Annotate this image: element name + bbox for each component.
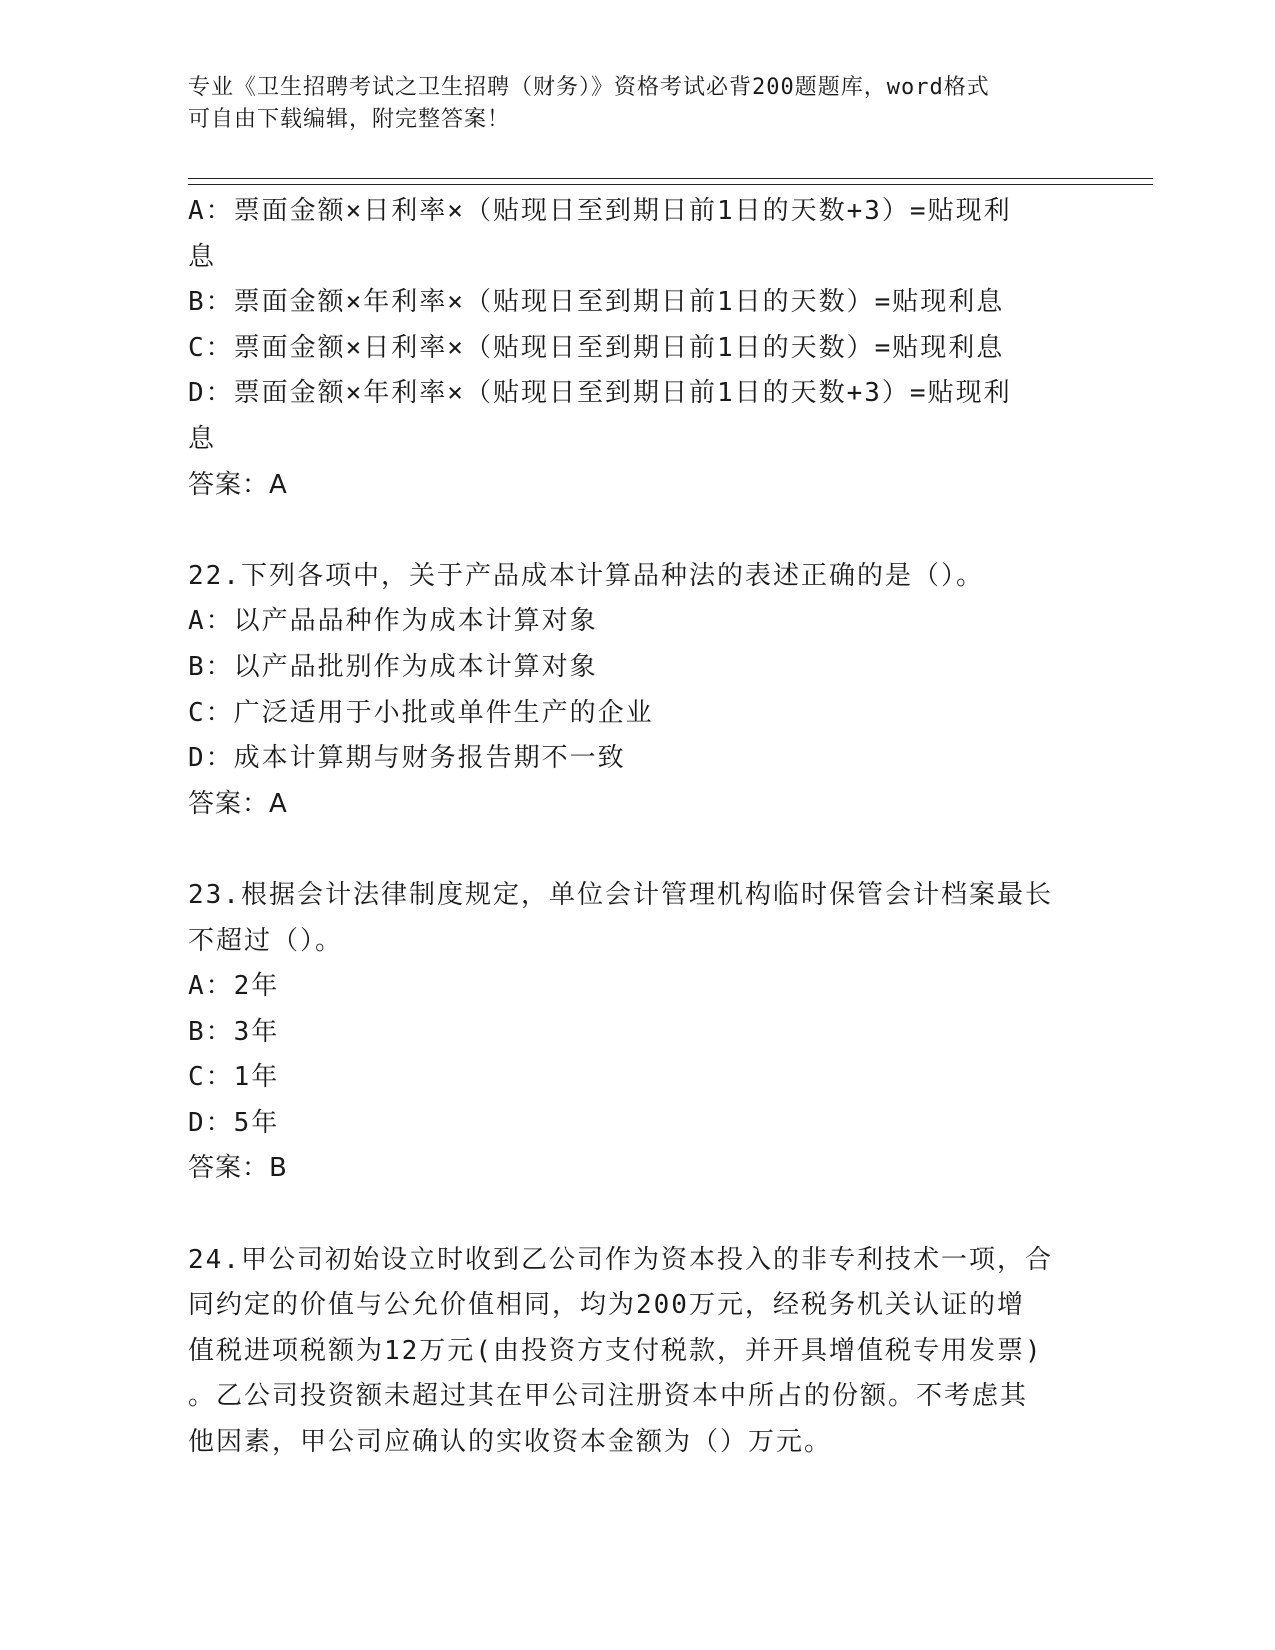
option-c: C：广泛适用于小批或单件生产的企业 [188, 697, 654, 728]
option-a: A：以产品品种作为成本计算对象 [188, 606, 598, 637]
question-stem: 23.根据会计法律制度规定，单位会计管理机构临时保管会计档案最长 [188, 879, 1053, 910]
answer: 答案：A [188, 788, 288, 819]
option-a-wrap: 息 [188, 241, 217, 272]
header-line: 专业《卫生招聘考试之卫生招聘（财务）》资格考试必背200题题库，word格式 [188, 75, 990, 100]
option-d: D：5年 [188, 1107, 280, 1138]
option-a: A：2年 [188, 971, 280, 1002]
option-b: B：票面金额×年利率×（贴现日至到期日前1日的天数）=贴现利息 [188, 287, 1005, 318]
header-divider-bottom [188, 184, 1153, 185]
header-line: 可自由下载编辑，附完整答案！ [188, 107, 511, 132]
spacer [188, 508, 1068, 554]
question-stem-wrap: 值税进项税额为12万元(由投资方支付税款，并开具增值税专用发票) [188, 1335, 1043, 1366]
document-header [188, 72, 1068, 136]
answer: 答案：A [188, 469, 288, 500]
question-stem-wrap: 他因素，甲公司应确认的实收资本金额为（）万元。 [188, 1427, 833, 1458]
option-a: A：票面金额×日利率×（贴现日至到期日前1日的天数+3）=贴现利 [188, 196, 1012, 226]
option-d: D：成本计算期与财务报告期不一致 [188, 743, 626, 774]
question-stem-wrap: 。乙公司投资额未超过其在甲公司注册资本中所占的份额。不考虑其 [188, 1381, 1029, 1412]
spacer [188, 1192, 1068, 1238]
question-stem: 24.甲公司初始设立时收到乙公司作为资本投入的非专利技术一项，合 [188, 1244, 1053, 1275]
question-23 [188, 873, 1068, 1192]
option-d: D：票面金额×年利率×（贴现日至到期日前1日的天数+3）=贴现利 [188, 378, 1012, 409]
header-divider-top [188, 178, 1153, 179]
option-b: B：3年 [188, 1016, 280, 1047]
question-stem-wrap: 同约定的价值与公允价值相同，均为200万元，经税务机关认证的增 [188, 1290, 1025, 1321]
option-b: B：以产品批别作为成本计算对象 [188, 651, 598, 682]
spacer [188, 827, 1068, 873]
question-list [188, 189, 1068, 1466]
answer: 答案：B [188, 1153, 288, 1184]
question-24 [188, 1238, 1068, 1466]
option-c: C：1年 [188, 1062, 280, 1093]
option-d-wrap: 息 [188, 423, 217, 454]
option-c: C：票面金额×日利率×（贴现日至到期日前1日的天数）=贴现利息 [188, 332, 1005, 363]
question-stem: 22.下列各项中，关于产品成本计算品种法的表述正确的是（）。 [188, 560, 984, 591]
question-stem-wrap: 不超过（）。 [188, 925, 344, 956]
question-22 [188, 554, 1068, 828]
question-prev [188, 189, 1068, 508]
